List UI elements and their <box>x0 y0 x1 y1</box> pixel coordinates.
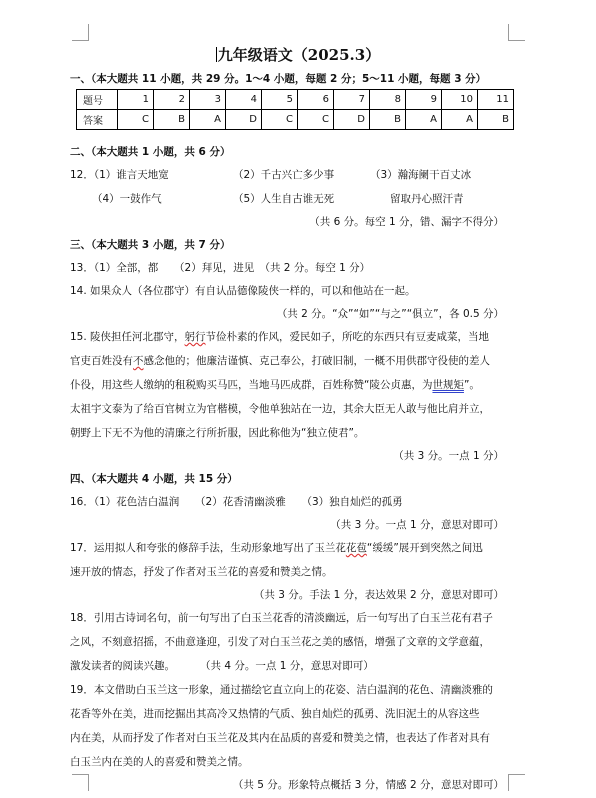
q19-score: （共 5 分。形象特点概括 3 分，情感 2 分，意思对即可） <box>232 779 504 791</box>
q18-score: （共 4 分。一点 1 分，意思对即可） <box>200 660 374 672</box>
q14-score: （共 2 分。“众”“如”“与之”“俱立”，各 0.5 分） <box>276 308 504 320</box>
table-cell: C <box>298 110 334 130</box>
q15-text: ”。 <box>463 379 480 391</box>
q19-line: 花香等外在美，进而挖掘出其高冷又热情的气质、独自灿烂的孤勇、洗旧泥土的从容这些 <box>70 708 480 720</box>
crop-mark-top-right <box>508 24 525 41</box>
q12-item: （1）谁言天地宽 <box>93 169 169 181</box>
q12-item: （4）一鼓作气 <box>92 193 162 205</box>
section3-heading: 三、（本大题共 3 小题，共 7 分） <box>70 239 231 251</box>
q17-text: 花苞 <box>345 542 367 554</box>
answer-table <box>76 89 514 130</box>
crop-mark-bottom-right <box>508 774 525 791</box>
q19-line: 19．本文借助白玉兰这一形象，通过描绘它直立向上的花姿、洁白温润的花色、清幽淡雅的 <box>70 684 493 696</box>
q15-text: 不 <box>133 355 144 367</box>
table-cell: 10 <box>442 90 478 110</box>
q12-item: 留取丹心照汗青 <box>390 193 464 205</box>
table-cell: A <box>406 110 442 130</box>
q15-text: 15. 陵侠担任河北郡守， <box>70 331 185 343</box>
table-cell: B <box>370 110 406 130</box>
table-row <box>77 90 514 110</box>
q17-score: （共 3 分。手法 1 分，表达效果 2 分，意思对即可） <box>253 589 504 601</box>
table-cell: 9 <box>406 90 442 110</box>
section4-heading: 四、（本大题共 4 小题，共 15 分） <box>70 473 238 485</box>
table-cell: A <box>442 110 478 130</box>
table-cell: D <box>334 110 370 130</box>
q17-line <box>70 541 483 555</box>
table-cell: B <box>154 110 190 130</box>
page-title <box>0 44 596 65</box>
q12-number: 12． <box>70 169 94 181</box>
q18-line: 18．引用古诗词名句，前一句写出了白玉兰花香的清淡幽远，后一句写出了白玉兰花有君子 <box>70 612 493 624</box>
q15-text: 节俭朴素的作风，爱民如子，所吃的东西只有豆麦咸菜，当地 <box>205 331 490 343</box>
q12-item: （5）人生自古谁无死 <box>233 193 335 205</box>
q15-line <box>70 378 480 392</box>
q17-text: 17．运用拟人和夸张的修辞手法，生动形象地写出了玉兰花 <box>70 542 346 554</box>
row-label-answer: 答案 <box>77 110 118 130</box>
q14: 14. 如果众人（各位郡守）有自认品德像陵侠一样的，可以和他站在一起。 <box>70 285 416 297</box>
table-cell: D <box>226 110 262 130</box>
q12-item: （2）千古兴亡多少事 <box>233 169 335 181</box>
q15-line <box>70 354 490 368</box>
crop-mark-top-left <box>72 24 89 41</box>
table-cell: C <box>118 110 154 130</box>
q15-text: 世规矩 <box>432 379 464 391</box>
table-cell: 3 <box>190 90 226 110</box>
section1-heading: 一、（本大题共 11 小题，共 29 分。1～4 小题，每题 2 分；5～11 小题，每题 3 分） <box>70 73 487 85</box>
table-cell: C <box>262 110 298 130</box>
table-cell: B <box>478 110 514 130</box>
section2-heading: 二、（本大题共 1 小题，共 6 分） <box>70 146 231 158</box>
table-cell: 4 <box>226 90 262 110</box>
table-cell: 6 <box>298 90 334 110</box>
table-cell: 7 <box>334 90 370 110</box>
q17-line: 速开放的情态，抒发了作者对玉兰花的喜爱和赞美之情。 <box>70 566 333 578</box>
q16: 16．（1）花色洁白温润 （2）花香清幽淡雅 （3）独自灿烂的孤勇 <box>70 496 403 508</box>
table-cell: 8 <box>370 90 406 110</box>
q19-line: 白玉兰内在美的人的喜爱和赞美之情。 <box>70 756 249 768</box>
table-row <box>77 110 514 130</box>
q18-line: 之风，不刻意招摇，不曲意逢迎，引发了对白玉兰花之美的感悟，增强了文章的文学意蕴， <box>70 636 490 648</box>
q17-text: “缓缓”展开到突然之间迅 <box>366 542 483 554</box>
table-cell: 1 <box>118 90 154 110</box>
table-cell: 2 <box>154 90 190 110</box>
q16-score: （共 3 分。一点 1 分，意思对即可） <box>330 519 504 531</box>
q15-line <box>70 330 489 344</box>
row-label-number: 题号 <box>77 90 118 110</box>
table-cell: A <box>190 110 226 130</box>
q15-text: 仆役，用这些人缴纳的租税购买马匹，当地马匹成群，百姓称赞“陵公贞惠，为 <box>70 379 433 391</box>
q15-text: 感念他的；他廉洁谨慎、克己奉公，打破旧制，一概不用供郡守役使的差人 <box>143 355 490 367</box>
page-title-text: 九年级语文（2025.3） <box>217 46 381 64</box>
crop-mark-bottom-left <box>72 774 89 791</box>
q15-text: 官吏百姓没有 <box>70 355 133 367</box>
q19-line: 内在美，从而抒发了作者对白玉兰花及其内在品质的喜爱和赞美之情，也表达了作者对具有 <box>70 732 490 744</box>
table-cell: 11 <box>478 90 514 110</box>
q15-line: 朝野上下无不为他的清廉之行所折服，因此称他为“独立使君”。 <box>70 427 365 439</box>
q15-line: 太祖宇文泰为了给百官树立为官楷模，令他单独站在一边，其余大臣无人敢与他比肩并立， <box>70 403 490 415</box>
q12-item: （3）瀚海阑干百丈冰 <box>370 169 472 181</box>
q12-line1 <box>70 168 169 182</box>
q12-score: （共 6 分。每空 1 分，错、漏字不得分） <box>309 216 504 228</box>
q13: 13．（1）全部，都 （2）拜见，进见 （共 2 分。每空 1 分） <box>70 262 371 274</box>
q18-line: 激发读者的阅读兴趣。 <box>70 660 175 672</box>
table-cell: 5 <box>262 90 298 110</box>
text-cursor <box>216 47 217 62</box>
q15-text: 躬行 <box>184 331 206 343</box>
q15-score: （共 3 分。一点 1 分） <box>393 450 504 462</box>
